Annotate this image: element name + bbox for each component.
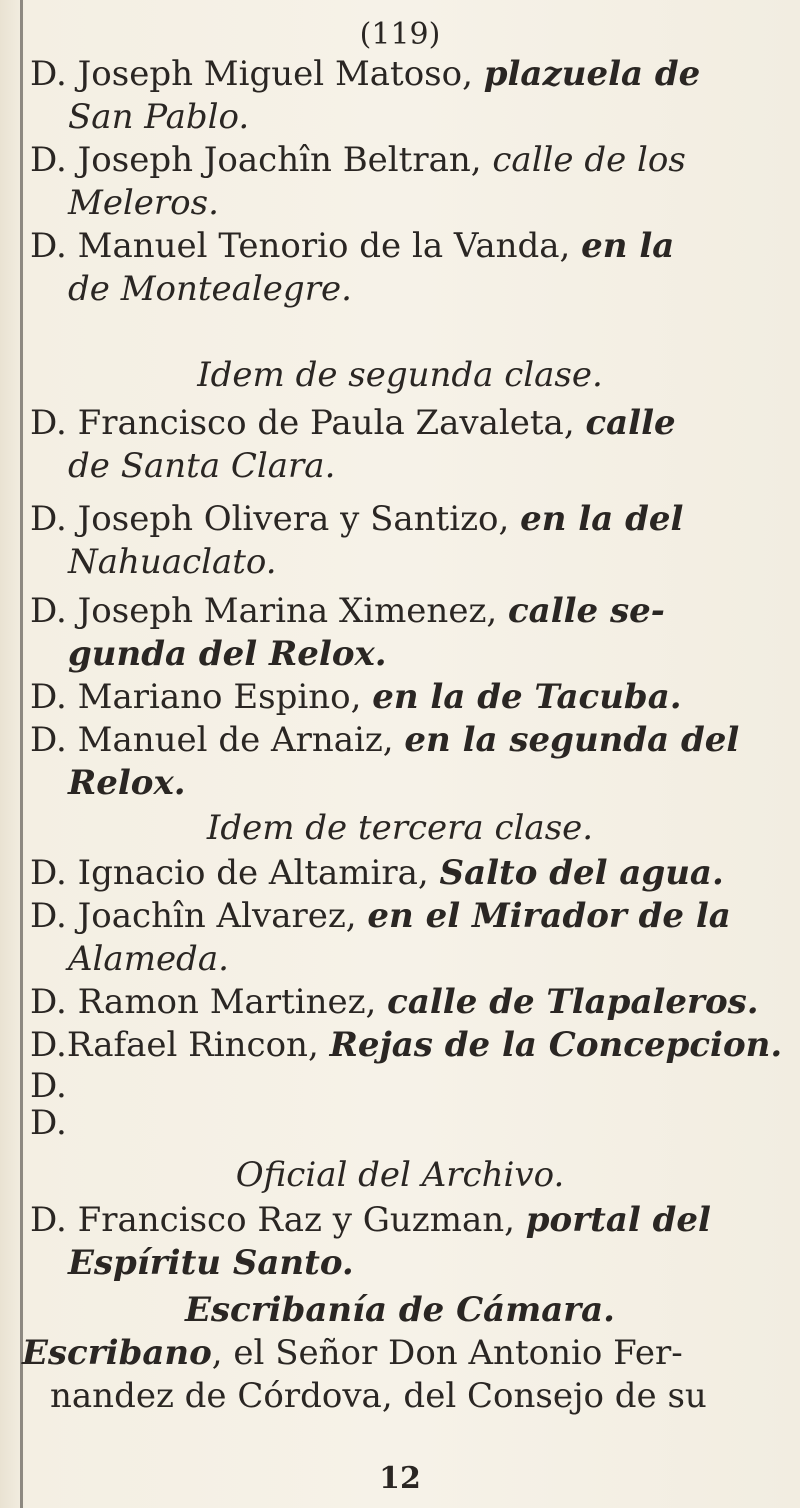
entry-line: Meleros. bbox=[68, 183, 219, 223]
entry-line: Relox. bbox=[68, 763, 186, 803]
entry-line: D. Manuel Tenorio de la Vanda, en la bbox=[30, 226, 675, 266]
entry-line: D. Joseph Olivera y Santizo, en la del bbox=[30, 499, 684, 539]
entry-line: D. bbox=[30, 1066, 67, 1106]
section-heading: Escribanía de Cámara. bbox=[184, 1290, 615, 1330]
section-heading: Oficial del Archivo. bbox=[235, 1155, 565, 1195]
signature-mark: 12 bbox=[379, 1461, 421, 1496]
entry-line: D. Joachîn Alvarez, en el Mirador de la bbox=[30, 896, 731, 936]
entry-line: D.Rafael Rincon, Rejas de la Concepcion. bbox=[30, 1025, 783, 1065]
entry-line: gunda del Relox. bbox=[68, 634, 387, 674]
entry-line: Alameda. bbox=[68, 939, 229, 979]
entry-line: de Santa Clara. bbox=[68, 446, 336, 486]
entry-line: nandez de Córdova, del Consejo de su bbox=[50, 1376, 707, 1416]
entry-line: D. Joseph Marina Ximenez, calle se- bbox=[30, 591, 665, 631]
section-heading: Idem de segunda clase. bbox=[197, 355, 603, 395]
entry-line: D. Francisco Raz y Guzman, portal del bbox=[30, 1200, 711, 1240]
entry-line: D. Ramon Martinez, calle de Tlapaleros. bbox=[30, 982, 759, 1022]
entry-line: de Montealegre. bbox=[68, 269, 352, 309]
entry-line: San Pablo. bbox=[68, 97, 250, 137]
entry-line: Escribano, el Señor Don Antonio Fer- bbox=[22, 1333, 683, 1373]
entry-line: Espíritu Santo. bbox=[68, 1243, 354, 1283]
entry-line: D. Joseph Joachîn Beltran, calle de los bbox=[30, 140, 686, 180]
entry-line: D. Ignacio de Altamira, Salto del agua. bbox=[30, 853, 724, 893]
section-heading: Idem de tercera clase. bbox=[206, 808, 594, 848]
entry-line: D. Mariano Espino, en la de Tacuba. bbox=[30, 677, 682, 717]
entry-line: D. Manuel de Arnaiz, en la segunda del bbox=[30, 720, 740, 760]
entry-line: D. bbox=[30, 1103, 67, 1143]
entry-line: Nahuaclato. bbox=[68, 542, 277, 582]
entry-line: D. Francisco de Paula Zavaleta, calle bbox=[30, 403, 676, 443]
entry-line: D. Joseph Miguel Matoso, plazuela de bbox=[30, 54, 701, 94]
page-number: (119) bbox=[359, 17, 441, 52]
